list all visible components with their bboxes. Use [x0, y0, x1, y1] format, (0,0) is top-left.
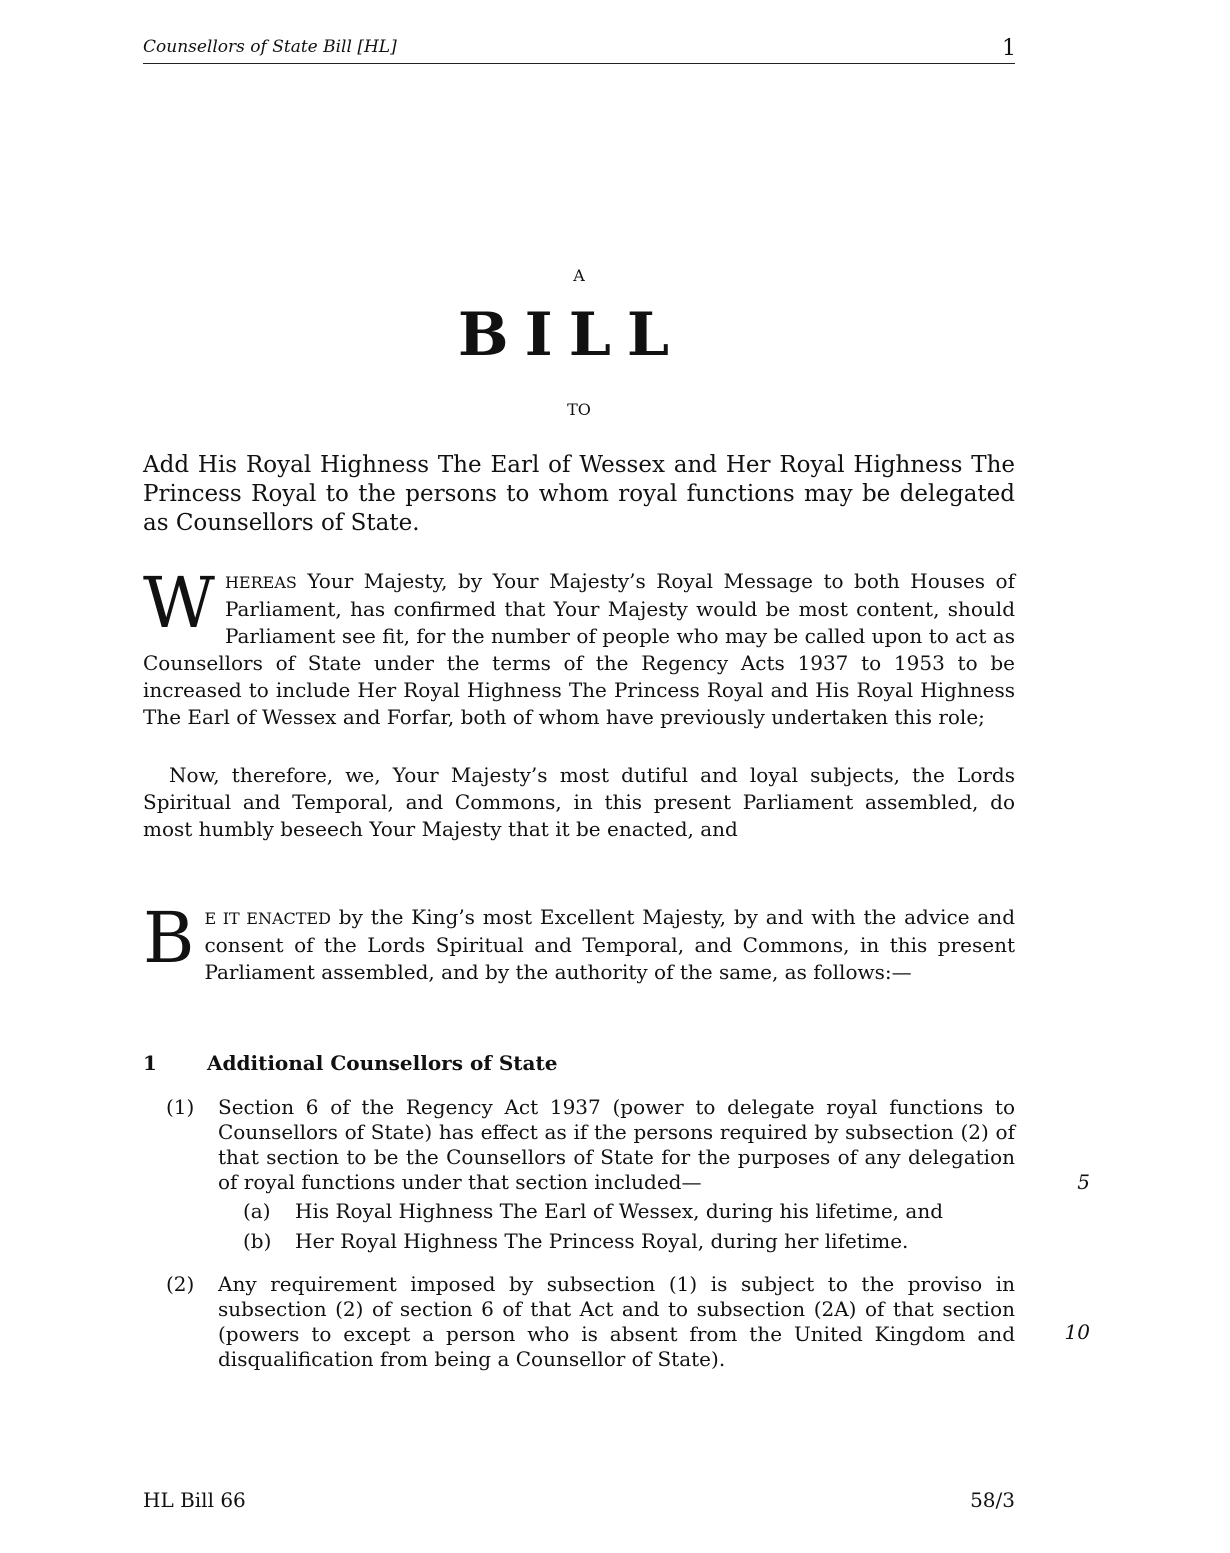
enacting-text: by the King’s most Excellent Majesty, by and with the advice and consent of the Lords Spiritual and Temporal, and Commons, in this present Parliament assembled, and by the authority of the same, as follows:—: [204, 905, 1015, 984]
preamble-smallcaps: HEREAS: [224, 573, 297, 592]
enacting-formula: [143, 897, 1015, 986]
long-title: Add His Royal Highness The Earl of Wessex and Her Royal Highness The Princess Royal to the persons to whom royal functions may be delegated as Counsellors of State.: [143, 452, 1015, 536]
section-number: 1: [143, 1051, 157, 1075]
page-number: 1: [1002, 36, 1016, 61]
bill-prefix-to: TO: [567, 400, 591, 419]
paragraph-b-text: Her Royal Highness The Princess Royal, during her lifetime.: [295, 1229, 909, 1253]
running-title: Counsellors of State Bill [HL]: [143, 37, 397, 57]
preamble-text: Your Majesty, by Your Majesty’s Royal Message to both Houses of Parliament, has confirmed that Your Majesty would be most content, should Parliament see fit, for the number of people who may be called upon to act as Counsellors of State under the terms of the Regency Acts 1937 to 1953 to be increased to include Her Royal Highness The Princess Royal and His Royal Highness The Earl of Wessex and Forfar, both of whom have previously undertaken this role;: [143, 569, 1015, 729]
paragraph-a-text: His Royal Highness The Earl of Wessex, during his lifetime, and: [295, 1199, 943, 1223]
paragraph-b-letter: (b): [243, 1229, 272, 1253]
paragraph-a-letter: (a): [243, 1199, 271, 1223]
header-rule: [143, 63, 1015, 64]
subsection-2-number: (2): [166, 1272, 195, 1296]
bill-prefix-a: A: [573, 266, 585, 285]
footer-bill-number: HL Bill 66: [143, 1488, 246, 1512]
line-number-10: 10: [1064, 1320, 1090, 1344]
dropcap-b: B: [143, 897, 195, 979]
preamble-whereas: [143, 562, 1015, 731]
section-title: Additional Counsellors of State: [207, 1051, 558, 1075]
preamble-now-therefore: Now, therefore, we, Your Majesty’s most dutiful and loyal subjects, the Lords Spiritual and Temporal, and Commons, in this present Parliament assembled, do most humbly beseech Your Majesty that it be enacted, and: [143, 763, 1015, 841]
subsection-1-number: (1): [166, 1095, 195, 1119]
bill-title: BILL: [457, 300, 686, 370]
subsection-2-text: Any requirement imposed by subsection (1) is subject to the proviso in subsection (2) of section 6 of that Act and to subsection (2A) of that section (powers to except a person who is absent from the United Kingdom and disqualification from being a Counsellor of State).: [218, 1272, 1015, 1371]
enacting-smallcaps: E IT ENACTED: [204, 909, 331, 928]
subsection-1-text: Section 6 of the Regency Act 1937 (power to delegate royal functions to Counsellors of State) has effect as if the persons required by subsection (2) of that section to be the Counsellors of State for the purposes of any delegation of royal functions under that section included—: [218, 1095, 1015, 1194]
footer-print-number: 58/3: [970, 1488, 1015, 1512]
line-number-5: 5: [1077, 1170, 1090, 1194]
dropcap-w: W: [143, 562, 215, 644]
